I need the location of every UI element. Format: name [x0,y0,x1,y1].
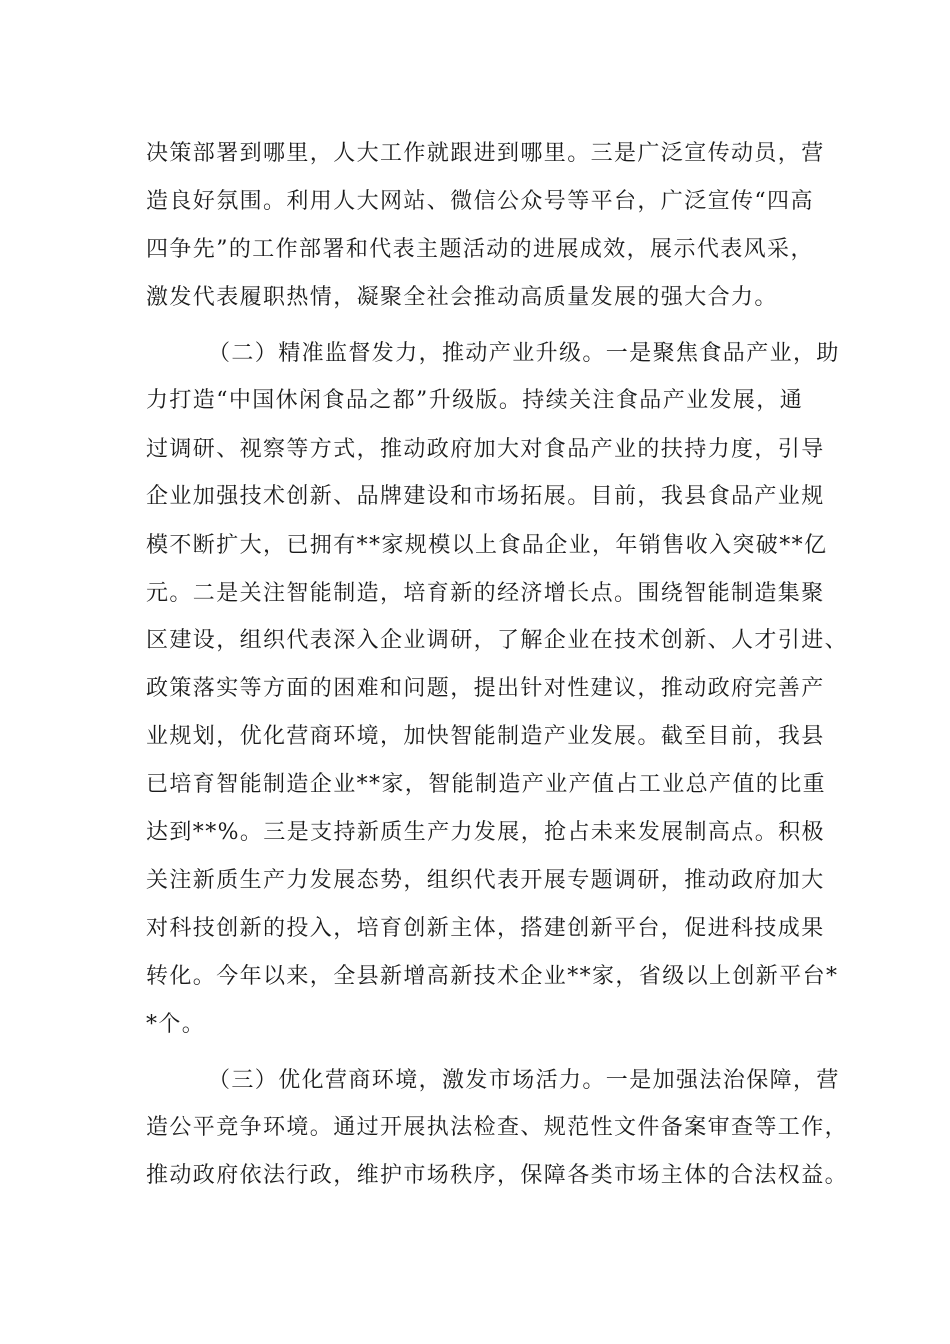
paragraph-line: 元。二是关注智能制造，培育新的经济增长点。围绕智能制造集聚 [146,581,825,606]
paragraph-line: *个。 [146,1012,206,1037]
paragraph-line: 业规划，优化营商环境，加快智能制造产业发展。截至目前，我县 [146,724,825,749]
paragraph-line: 转化。今年以来，全县新增高新技术企业**家，省级以上创新平台* [146,964,839,989]
paragraph-line: 达到**%。三是支持新质生产力发展，抢占未来发展制高点。积极 [146,820,825,845]
paragraph-line: 过调研、视察等方式，推动政府加大对食品产业的扶持力度，引导 [146,437,825,462]
paragraph-line: 区建设，组织代表深入企业调研，了解企业在技术创新、人才引进、 [146,628,849,653]
paragraph-line: 激发代表履职热情，凝聚全社会推动高质量发展的强大合力。 [146,285,778,310]
paragraph-line: 推动政府依法行政，维护市场秩序，保障各类市场主体的合法权益。 [146,1163,849,1188]
paragraph-line: 造良好氛围。利用人大网站、微信公众号等平台，广泛宣传“四高 [146,189,814,214]
section-heading-line: （三）优化营商环境，激发市场活力。一是加强法治保障，营 [208,1068,840,1093]
paragraph-line: 决策部署到哪里，人大工作就跟进到哪里。三是广泛宣传动员，营 [146,141,825,166]
section-heading-line: （二）精准监督发力，推动产业升级。一是聚焦食品产业，助 [208,341,840,366]
paragraph-line: 模不断扩大，已拥有**家规模以上食品企业，年销售收入突破**亿 [146,533,828,558]
paragraph-line: 力打造“中国休闲食品之都”升级版。持续关注食品产业发展，通 [146,388,804,413]
paragraph-line: 已培育智能制造企业**家，智能制造产业产值占工业总产值的比重 [146,772,827,797]
paragraph-line: 对科技创新的投入，培育创新主体，搭建创新平台，促进科技成果 [146,916,825,941]
paragraph-line: 关注新质生产力发展态势，组织代表开展专题调研，推动政府加大 [146,868,825,893]
paragraph-line: 政策落实等方面的困难和问题，提出针对性建议，推动政府完善产 [146,676,825,701]
paragraph-line: 造公平竞争环境。通过开展执法检查、规范性文件备案审查等工作， [146,1115,849,1140]
paragraph-line: 企业加强技术创新、品牌建设和市场拓展。目前，我县食品产业规 [146,484,825,509]
paragraph-line: 四争先”的工作部署和代表主题活动的进展成效，展示代表风采， [146,237,814,262]
